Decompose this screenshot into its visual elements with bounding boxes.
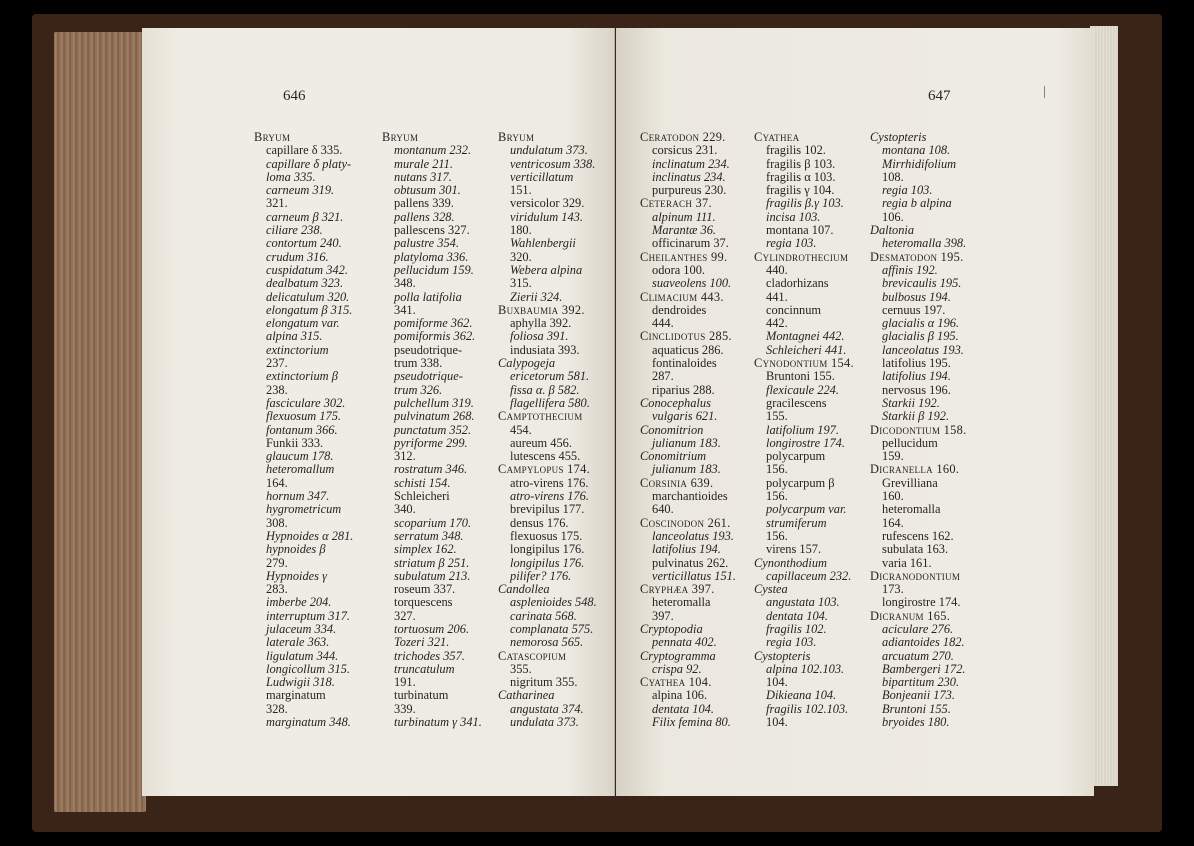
index-entry: 312.	[394, 449, 416, 464]
index-entry: 328.	[266, 701, 288, 716]
index-entry: aciculare 276.	[882, 621, 954, 636]
page-mark	[1044, 86, 1045, 98]
index-entry: Bruntoni 155.	[766, 369, 835, 384]
index-entry: regia 103.	[766, 635, 817, 650]
index-genus-heading: Dicodontium 158.	[870, 422, 967, 437]
index-entry: polycarpum var.	[766, 502, 847, 517]
index-entry: Conomitrium	[640, 449, 707, 464]
index-entry: Starkii 192.	[882, 395, 940, 410]
book-page-edges-right	[1090, 26, 1118, 786]
index-entry: alpina 106.	[652, 688, 708, 703]
index-entry: bulbosus 194.	[882, 289, 951, 304]
index-entry: longipilus 176.	[510, 542, 585, 557]
index-entry: extinctorium	[266, 342, 329, 357]
index-entry: capillare δ platy-	[266, 156, 352, 171]
index-entry: contortum 240.	[266, 236, 342, 251]
index-entry: polla latifolia	[394, 289, 462, 304]
index-entry: fragilis 102.	[766, 143, 826, 158]
index-entry: verticillatus 151.	[652, 568, 736, 583]
index-entry: foliosa 391.	[510, 329, 569, 344]
index-entry: 640.	[652, 502, 674, 517]
index-entry: montanum 232.	[394, 143, 472, 158]
index-entry: Conocephalus	[640, 395, 711, 410]
index-genus-heading: Campylopus 174.	[498, 462, 591, 477]
index-entry: vulgaris 621.	[652, 409, 718, 424]
index-entry: Webera alpina	[510, 262, 583, 277]
index-entry: Schleicheri	[394, 489, 450, 504]
index-entry: varia 161.	[882, 555, 932, 570]
index-entry: platyloma 336.	[394, 249, 469, 264]
index-genus-heading: Climacium 443.	[640, 289, 724, 304]
index-genus-heading: Buxbaumia 392.	[498, 302, 585, 317]
index-entry: 156.	[766, 489, 788, 504]
index-entry: Hypnoides γ	[266, 568, 327, 583]
index-entry: hypnoides β	[266, 542, 326, 557]
index-entry: marginatum	[266, 688, 326, 703]
index-entry: glacialis β 195.	[882, 329, 959, 344]
index-entry: Conomitrion	[640, 422, 704, 437]
index-entry: Cryptopodia	[640, 621, 703, 636]
index-entry: dendroides	[652, 302, 707, 317]
index-genus-heading: Corsinia 639.	[640, 475, 714, 490]
index-entry: asplenioides 548.	[510, 595, 597, 610]
index-entry: capillaceum 232.	[766, 568, 852, 583]
index-genus-heading: Ceterach 37.	[640, 196, 712, 211]
index-entry: flexuosus 175.	[510, 528, 583, 543]
index-entry: trum 326.	[394, 382, 443, 397]
index-entry: striatum β 251.	[394, 555, 470, 570]
index-entry: pseudotrique-	[394, 342, 463, 357]
index-entry: 160.	[882, 489, 904, 504]
index-entry: Bruntoni 155.	[882, 701, 951, 716]
index-entry: angustata 103.	[766, 595, 840, 610]
index-entry: 340.	[394, 502, 416, 517]
index-entry: 164.	[882, 515, 904, 530]
index-entry: turbinatum	[394, 688, 449, 703]
index-entry: capillare δ 335.	[266, 143, 343, 158]
index-entry: fragilis 102.	[766, 621, 827, 636]
index-entry: 321.	[266, 196, 288, 211]
index-entry: Grevilliana	[882, 475, 938, 490]
index-entry: 444.	[652, 316, 674, 331]
index-entry: cernuus 197.	[882, 302, 946, 317]
index-entry: 104.	[766, 715, 788, 730]
index-entry: torquescens	[394, 595, 453, 610]
index-entry: dentata 104.	[652, 701, 714, 716]
index-entry: glaucum 178.	[266, 449, 334, 464]
index-entry: heteromalla	[652, 595, 711, 610]
index-entry: atro-virens 176.	[510, 489, 589, 504]
index-genus-heading: Catascopium	[498, 648, 567, 663]
index-entry: extinctorium β	[266, 369, 338, 384]
index-entry: ventricosum 338.	[510, 156, 596, 171]
index-genus-heading: Bryum	[254, 130, 291, 144]
index-entry: pulchellum 319.	[394, 395, 474, 410]
index-entry: lutescens 455.	[510, 449, 581, 464]
index-entry: 191.	[394, 675, 416, 690]
index-genus-heading: Cyathea	[754, 130, 800, 144]
index-entry: tortuosum 206.	[394, 621, 470, 636]
index-entry: montana 108.	[882, 143, 951, 158]
index-entry: fragilis β 103.	[766, 156, 836, 171]
index-entry: heteromalla 398.	[882, 236, 967, 251]
index-entry: 397.	[652, 608, 674, 623]
index-entry: nervosus 196.	[882, 382, 951, 397]
index-genus-heading: Dicranella 160.	[870, 462, 960, 477]
index-entry: 108.	[882, 169, 904, 184]
index-entry: fontanum 366.	[266, 422, 338, 437]
index-entry: dentata 104.	[766, 608, 828, 623]
index-entry: pomiforme 362.	[394, 316, 473, 331]
index-entry: hygrometricum	[266, 502, 342, 517]
index-entry: cladorhizans	[766, 276, 829, 291]
index-entry: pennata 402.	[652, 635, 717, 650]
index-genus-heading: Cinclidotus 285.	[640, 329, 732, 344]
index-entry: 320.	[510, 249, 532, 264]
index-entry: riparius 288.	[652, 382, 715, 397]
index-genus-heading: Cheilanthes 99.	[640, 249, 728, 264]
index-entry: pulvinatus 262.	[652, 555, 729, 570]
index-entry: Zierii 324.	[510, 289, 563, 304]
index-genus-heading: Camptothecium	[498, 409, 583, 424]
index-entry: regia 103.	[882, 183, 933, 198]
index-entry: carneum β 321.	[266, 209, 344, 224]
index-entry: heteromalla	[882, 502, 941, 517]
index-entry: aquaticus 286.	[652, 342, 724, 357]
index-entry: virens 157.	[766, 542, 822, 557]
index-entry: imberbe 204.	[266, 595, 332, 610]
index-genus-heading: Cryphæa 397.	[640, 582, 715, 597]
index-entry: trum 338.	[394, 356, 443, 371]
index-entry: 339.	[394, 701, 416, 716]
index-entry: carneum 319.	[266, 183, 335, 198]
index-entry: ericetorum 581.	[510, 369, 590, 384]
index-entry: regia 103.	[766, 236, 817, 251]
index-entry: truncatulum	[394, 661, 455, 676]
index-entry: pulvinatum 268.	[394, 409, 475, 424]
index-entry: Cystopteris	[754, 648, 811, 663]
index-entry: scoparium 170.	[394, 515, 472, 530]
index-genus-heading: Ceratodon 229.	[640, 130, 726, 144]
index-entry: flexicaule 224.	[766, 382, 839, 397]
index-entry: ciliare 238.	[266, 223, 323, 238]
index-entry: 315.	[510, 276, 532, 291]
index-entry: 156.	[766, 528, 788, 543]
index-entry: Schleicheri 441.	[766, 342, 847, 357]
index-entry: pellucidum 159.	[394, 262, 474, 277]
index-column-4	[640, 131, 758, 729]
index-genus-heading: Dicranum 165.	[870, 608, 951, 623]
index-entry: hornum 347.	[266, 489, 330, 504]
index-entry: 283.	[266, 582, 288, 597]
index-entry: turbinatum γ 341.	[394, 715, 482, 730]
index-genus-heading: Cynodontium 154.	[754, 356, 854, 371]
index-entry: latifolius 195.	[882, 356, 951, 371]
index-entry: Mirrhidifolium	[882, 156, 957, 171]
index-entry: fragilis β.γ 103.	[766, 196, 844, 211]
index-column-3	[498, 131, 616, 729]
index-entry: longirostre 174.	[766, 435, 845, 450]
index-entry: heteromallum	[266, 462, 335, 477]
index-entry: loma 335.	[266, 169, 316, 184]
index-entry: polycarpum	[766, 449, 826, 464]
index-genus-heading: Desmatodon 195.	[870, 249, 964, 264]
index-entry: Starkii β 192.	[882, 409, 950, 424]
index-entry: longicollum 315.	[266, 661, 350, 676]
index-entry: 159.	[882, 449, 904, 464]
index-entry: latifolius 194.	[882, 369, 951, 384]
index-entry: pallescens 327.	[394, 223, 470, 238]
index-entry: Marantæ 36.	[652, 223, 717, 238]
index-entry: polycarpum β	[766, 475, 835, 490]
index-entry: subulatum 213.	[394, 568, 471, 583]
index-entry: Bambergeri 172.	[882, 661, 966, 676]
index-genus-heading: Bryum	[498, 130, 535, 144]
index-entry: 238.	[266, 382, 288, 397]
index-entry: Wahlenbergii	[510, 236, 576, 251]
index-entry: latifolius 194.	[652, 542, 721, 557]
index-entry: versicolor 329.	[510, 196, 585, 211]
index-entry: 180.	[510, 223, 532, 238]
index-entry: atro-virens 176.	[510, 475, 589, 490]
index-entry: fontinaloides	[652, 356, 717, 371]
index-entry: indusiata 393.	[510, 342, 580, 357]
index-entry: punctatum 352.	[394, 422, 472, 437]
index-entry: 441.	[766, 289, 788, 304]
index-entry: brevipilus 177.	[510, 502, 585, 517]
index-entry: undulatum 373.	[510, 143, 588, 158]
index-entry: julianum 183.	[652, 435, 721, 450]
index-genus-heading: Dicranodontium	[870, 568, 961, 583]
index-entry: alpina 315.	[266, 329, 323, 344]
index-entry: serratum 348.	[394, 528, 464, 543]
index-entry: complanata 575.	[510, 621, 594, 636]
index-entry: Daltonia	[870, 223, 915, 238]
index-entry: crudum 316.	[266, 249, 329, 264]
index-entry: aureum 456.	[510, 435, 572, 450]
index-entry: pellucidum	[882, 435, 938, 450]
index-entry: elongatum β 315.	[266, 302, 353, 317]
index-entry: arcuatum 270.	[882, 648, 954, 663]
index-entry: Cystopteris	[870, 130, 927, 144]
index-entry: Catharinea	[498, 688, 555, 703]
index-entry: 151.	[510, 183, 532, 198]
index-entry: rufescens 162.	[882, 528, 954, 543]
index-entry: Dikieana 104.	[766, 688, 837, 703]
index-entry: 164.	[266, 475, 288, 490]
index-entry: 355.	[510, 661, 532, 676]
index-entry: 308.	[266, 515, 288, 530]
index-entry: Cystea	[754, 582, 788, 597]
index-entry: cuspidatum 342.	[266, 262, 348, 277]
index-entry: interruptum 317.	[266, 608, 350, 623]
index-entry: 454.	[510, 422, 532, 437]
index-entry: corsicus 231.	[652, 143, 718, 158]
index-entry: pallens 328.	[394, 209, 455, 224]
index-entry: 155.	[766, 409, 788, 424]
index-entry: officinarum 37.	[652, 236, 729, 251]
index-entry: nigritum 355.	[510, 675, 578, 690]
index-entry: brevicaulis 195.	[882, 276, 962, 291]
index-entry: regia b alpina	[882, 196, 952, 211]
index-entry: Calypogeja	[498, 356, 556, 371]
index-entry: strumiferum	[766, 515, 827, 530]
index-entry: concinnum	[766, 302, 822, 317]
index-entry: flexuosum 175.	[266, 409, 342, 424]
index-entry: Candollea	[498, 582, 550, 597]
index-entry: aphylla 392.	[510, 316, 572, 331]
index-entry: carinata 568.	[510, 608, 577, 623]
left-page	[142, 28, 615, 796]
index-entry: marchantioides	[652, 489, 728, 504]
index-entry: affinis 192.	[882, 262, 938, 277]
index-entry: inclinatus 234.	[652, 169, 726, 184]
index-entry: nemorosa 565.	[510, 635, 584, 650]
index-entry: 173.	[882, 582, 904, 597]
index-entry: Filix femina 80.	[652, 715, 731, 730]
index-column-6	[870, 131, 988, 729]
index-entry: 348.	[394, 276, 416, 291]
index-entry: julianum 183.	[652, 462, 721, 477]
index-entry: Cryptogramma	[640, 648, 716, 663]
index-entry: inclinatum 234.	[652, 156, 730, 171]
index-entry: bipartitum 230.	[882, 675, 960, 690]
index-column-1	[254, 131, 372, 729]
index-entry: fragilis γ 104.	[766, 183, 835, 198]
index-entry: fasciculare 302.	[266, 395, 346, 410]
index-entry: fragilis α 103.	[766, 169, 836, 184]
index-entry: lanceolatus 193.	[882, 342, 964, 357]
index-entry: 327.	[394, 608, 416, 623]
index-entry: Tozeri 321.	[394, 635, 450, 650]
index-entry: nutans 317.	[394, 169, 452, 184]
index-entry: delicatulum 320.	[266, 289, 350, 304]
index-entry: densus 176.	[510, 515, 569, 530]
index-entry: elongatum var.	[266, 316, 340, 331]
index-entry: schisti 154.	[394, 475, 451, 490]
index-entry: 287.	[652, 369, 674, 384]
index-entry: 104.	[766, 675, 788, 690]
index-entry: alpinum 111.	[652, 209, 716, 224]
index-genus-heading: Bryum	[382, 130, 419, 144]
index-entry: pomiformis 362.	[394, 329, 476, 344]
index-entry: angustata 374.	[510, 701, 584, 716]
index-entry: 440.	[766, 262, 788, 277]
index-entry: 237.	[266, 356, 288, 371]
index-entry: 442.	[766, 316, 788, 331]
page-number-left: 646	[283, 88, 306, 104]
index-entry: lanceolatus 193.	[652, 528, 734, 543]
index-entry: gracilescens	[766, 395, 827, 410]
page-number-right: 647	[928, 88, 951, 104]
index-entry: bryoides 180.	[882, 715, 950, 730]
index-entry: murale 211.	[394, 156, 453, 171]
index-entry: julaceum 334.	[266, 621, 337, 636]
index-column-2	[382, 131, 500, 729]
index-entry: purpureus 230.	[652, 183, 727, 198]
index-entry: 106.	[882, 209, 904, 224]
index-entry: suaveolens 100.	[652, 276, 732, 291]
index-column-5	[754, 131, 872, 729]
index-entry: montana 107.	[766, 223, 834, 238]
index-entry: roseum 337.	[394, 582, 456, 597]
index-entry: pilifer? 176.	[510, 568, 572, 583]
index-entry: Bonjeanii 173.	[882, 688, 955, 703]
index-entry: simplex 162.	[394, 542, 457, 557]
index-entry: fragilis 102.103.	[766, 701, 849, 716]
index-entry: flagellifera 580.	[510, 395, 590, 410]
index-entry: verticillatum	[510, 169, 574, 184]
index-entry: pyriforme 299.	[394, 435, 468, 450]
index-entry: ligulatum 344.	[266, 648, 339, 663]
index-entry: marginatum 348.	[266, 715, 351, 730]
index-entry: Hypnoides α 281.	[266, 528, 354, 543]
index-entry: 279.	[266, 555, 288, 570]
index-entry: latifolium 197.	[766, 422, 839, 437]
index-entry: palustre 354.	[394, 236, 459, 251]
index-entry: Funkii 333.	[266, 435, 324, 450]
book-page-edges-left	[54, 32, 146, 812]
index-entry: Ludwigii 318.	[266, 675, 335, 690]
index-entry: crispa 92.	[652, 661, 702, 676]
index-entry: incisa 103.	[766, 209, 821, 224]
index-entry: dealbatum 323.	[266, 276, 344, 291]
index-genus-heading: Cyathea 104.	[640, 675, 712, 690]
index-genus-heading: Cylindrothecium	[754, 249, 849, 264]
index-entry: subulata 163.	[882, 542, 949, 557]
index-entry: Cynonthodium	[754, 555, 827, 570]
index-entry: odora 100.	[652, 262, 705, 277]
index-entry: longipilus 176.	[510, 555, 585, 570]
index-entry: adiantoides 182.	[882, 635, 965, 650]
index-entry: alpina 102.103.	[766, 661, 845, 676]
index-entry: undulata 373.	[510, 715, 579, 730]
index-entry: glacialis α 196.	[882, 316, 960, 331]
index-entry: 341.	[394, 302, 416, 317]
index-entry: pallens 339.	[394, 196, 454, 211]
index-entry: pseudotrique-	[394, 369, 463, 384]
index-entry: rostratum 346.	[394, 462, 468, 477]
index-entry: trichodes 357.	[394, 648, 465, 663]
index-entry: viridulum 143.	[510, 209, 583, 224]
index-entry: obtusum 301.	[394, 183, 461, 198]
right-page	[616, 28, 1094, 796]
index-entry: longirostre 174.	[882, 595, 961, 610]
index-entry: laterale 363.	[266, 635, 330, 650]
index-entry: Montagnei 442.	[766, 329, 845, 344]
index-entry: fissa α. β 582.	[510, 382, 580, 397]
index-genus-heading: Coscinodon 261.	[640, 515, 731, 530]
index-entry: 156.	[766, 462, 788, 477]
